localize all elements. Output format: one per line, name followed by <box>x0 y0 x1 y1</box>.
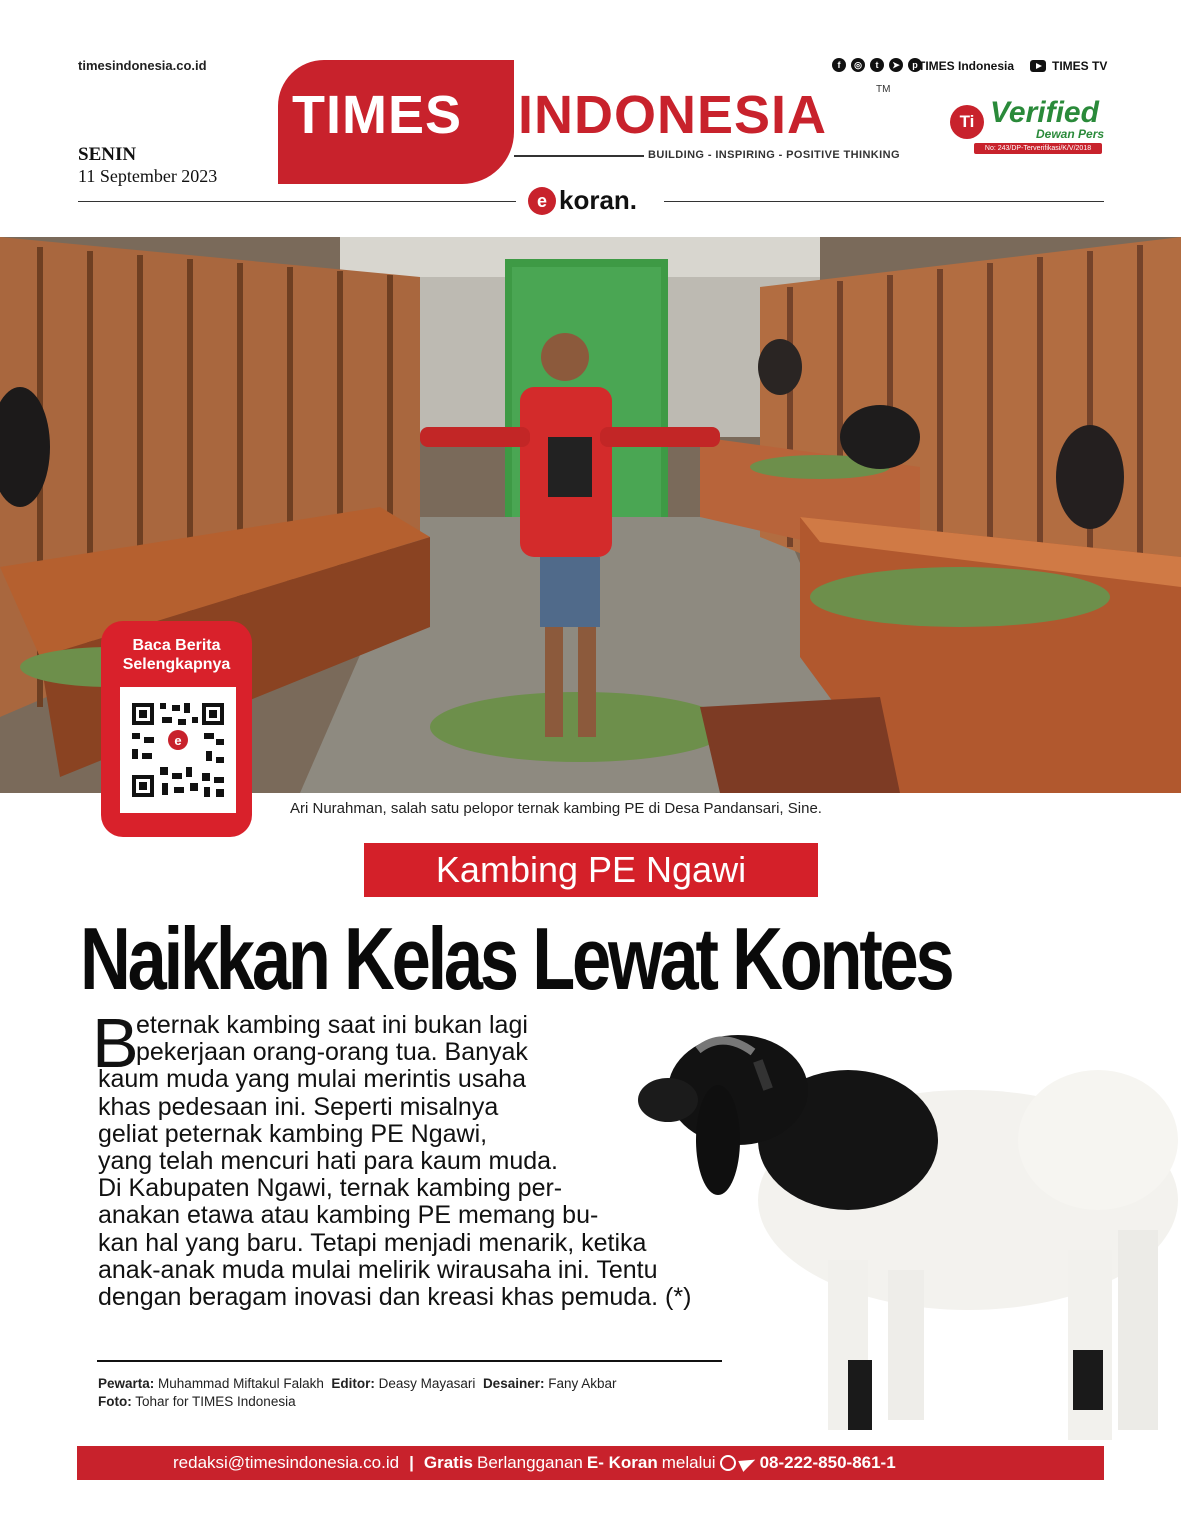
drop-cap: B <box>92 1004 139 1082</box>
article-headline: Naikkan Kelas Lewat Kontes <box>80 909 952 1008</box>
body-line: kaum muda yang mulai merintis usaha <box>98 1065 526 1094</box>
edition-date: 11 September 2023 <box>78 166 218 186</box>
header-rule-left <box>78 201 516 202</box>
facebook-icon[interactable]: f <box>832 58 846 72</box>
body-line: pekerjaan orang-orang tua. Banyak <box>136 1038 528 1067</box>
desainer-label: Desainer: <box>482 1376 545 1391</box>
body-line: anak-anak muda mulai melirik wirausaha ini. Tentu <box>98 1255 658 1284</box>
ekoran-e-icon: e <box>528 187 556 215</box>
edition-day: SENIN <box>78 144 137 165</box>
verified-number: No: 243/DP-Terverifikasi/K/V/2018 <box>974 143 1102 154</box>
body-line: dengan beragam inovasi dan kreasi khas pemuda. (*) <box>98 1283 692 1312</box>
qr-code[interactable] <box>120 687 236 813</box>
tagline-rule <box>514 155 644 157</box>
article-kicker: Kambing PE Ngawi <box>435 849 747 890</box>
body-line: geliat peternak kambing PE Ngawi, <box>98 1119 488 1148</box>
pewarta-name: Muhammad Miftakul Falakh <box>158 1376 324 1391</box>
footer-separator: | <box>409 1453 414 1472</box>
footer-gratis: Gratis <box>423 1453 473 1472</box>
body-line: anakan etawa atau kambing PE memang bu- <box>98 1201 599 1230</box>
verified-title: Verified <box>990 96 1099 129</box>
telegram-icon <box>738 1454 758 1472</box>
body-line: kan hal yang baru. Tetapi menjadi menarik, ketika <box>98 1228 647 1257</box>
social-icons <box>832 58 922 72</box>
qr-read-more-box[interactable] <box>101 621 252 837</box>
foto-label: Foto: <box>98 1394 132 1409</box>
pewarta-label: Pewarta: <box>98 1376 155 1391</box>
footer-bar <box>77 1446 1104 1480</box>
qr-label <box>101 636 252 674</box>
body-line: Di Kabupaten Ngawi, ternak kambing per- <box>98 1174 563 1203</box>
times-tv-label[interactable]: TIMES TV <box>1052 59 1108 73</box>
footer-phone[interactable]: 08-222-850-861-1 <box>759 1453 896 1472</box>
whatsapp-icon <box>720 1455 736 1471</box>
verified-badge-icon: Ti <box>950 105 984 139</box>
ekoran-wordmark: koran. <box>559 185 638 215</box>
body-line: khas pedesaan ini. Seperti misalnya <box>98 1092 499 1121</box>
logo-tagline: BUILDING - INSPIRING - POSITIVE THINKING <box>648 149 900 161</box>
header-rule-right <box>664 201 1104 202</box>
desainer-name: Fany Akbar <box>548 1376 617 1391</box>
footer-text-melalui: melalui <box>661 1453 716 1472</box>
telegram-icon[interactable]: ➤ <box>889 58 903 72</box>
footer-email[interactable]: redaksi@timesindonesia.co.id <box>173 1453 400 1472</box>
qr-label-line1: Baca Berita <box>132 637 221 654</box>
pinterest-icon[interactable]: p <box>908 58 922 72</box>
social-label[interactable]: TIMES Indonesia <box>918 59 1015 73</box>
site-url[interactable]: timesindonesia.co.id <box>78 58 207 73</box>
logo-trademark: TM <box>876 84 891 95</box>
body-line: yang telah mencuri hati para kaum muda. <box>98 1147 558 1176</box>
article-credits <box>98 1375 617 1411</box>
editor-label: Editor: <box>331 1376 375 1391</box>
youtube-icon[interactable] <box>1030 60 1046 72</box>
goat-photo <box>628 1030 1181 1445</box>
instagram-icon[interactable]: ◎ <box>851 58 865 72</box>
qr-e-logo-icon: e <box>168 730 188 750</box>
foto-credit: Tohar for TIMES Indonesia <box>135 1394 296 1409</box>
logo-indonesia: INDONESIA <box>518 85 828 145</box>
verified-subtitle: Dewan Pers <box>1036 127 1105 141</box>
footer-text-berlangganan: Berlangganan <box>477 1453 583 1472</box>
footer-ekoran: E- Koran <box>586 1453 658 1472</box>
logo-times: TIMES <box>292 85 463 145</box>
twitter-icon[interactable]: t <box>870 58 884 72</box>
body-line: eternak kambing saat ini bukan lagi <box>136 1011 528 1039</box>
photo-caption: Ari Nurahman, salah satu pelopor ternak kambing PE di Desa Pandansari, Sine. <box>290 800 822 817</box>
qr-label-line2: Selengkapnya <box>122 656 231 673</box>
editor-name: Deasy Mayasari <box>378 1376 476 1391</box>
